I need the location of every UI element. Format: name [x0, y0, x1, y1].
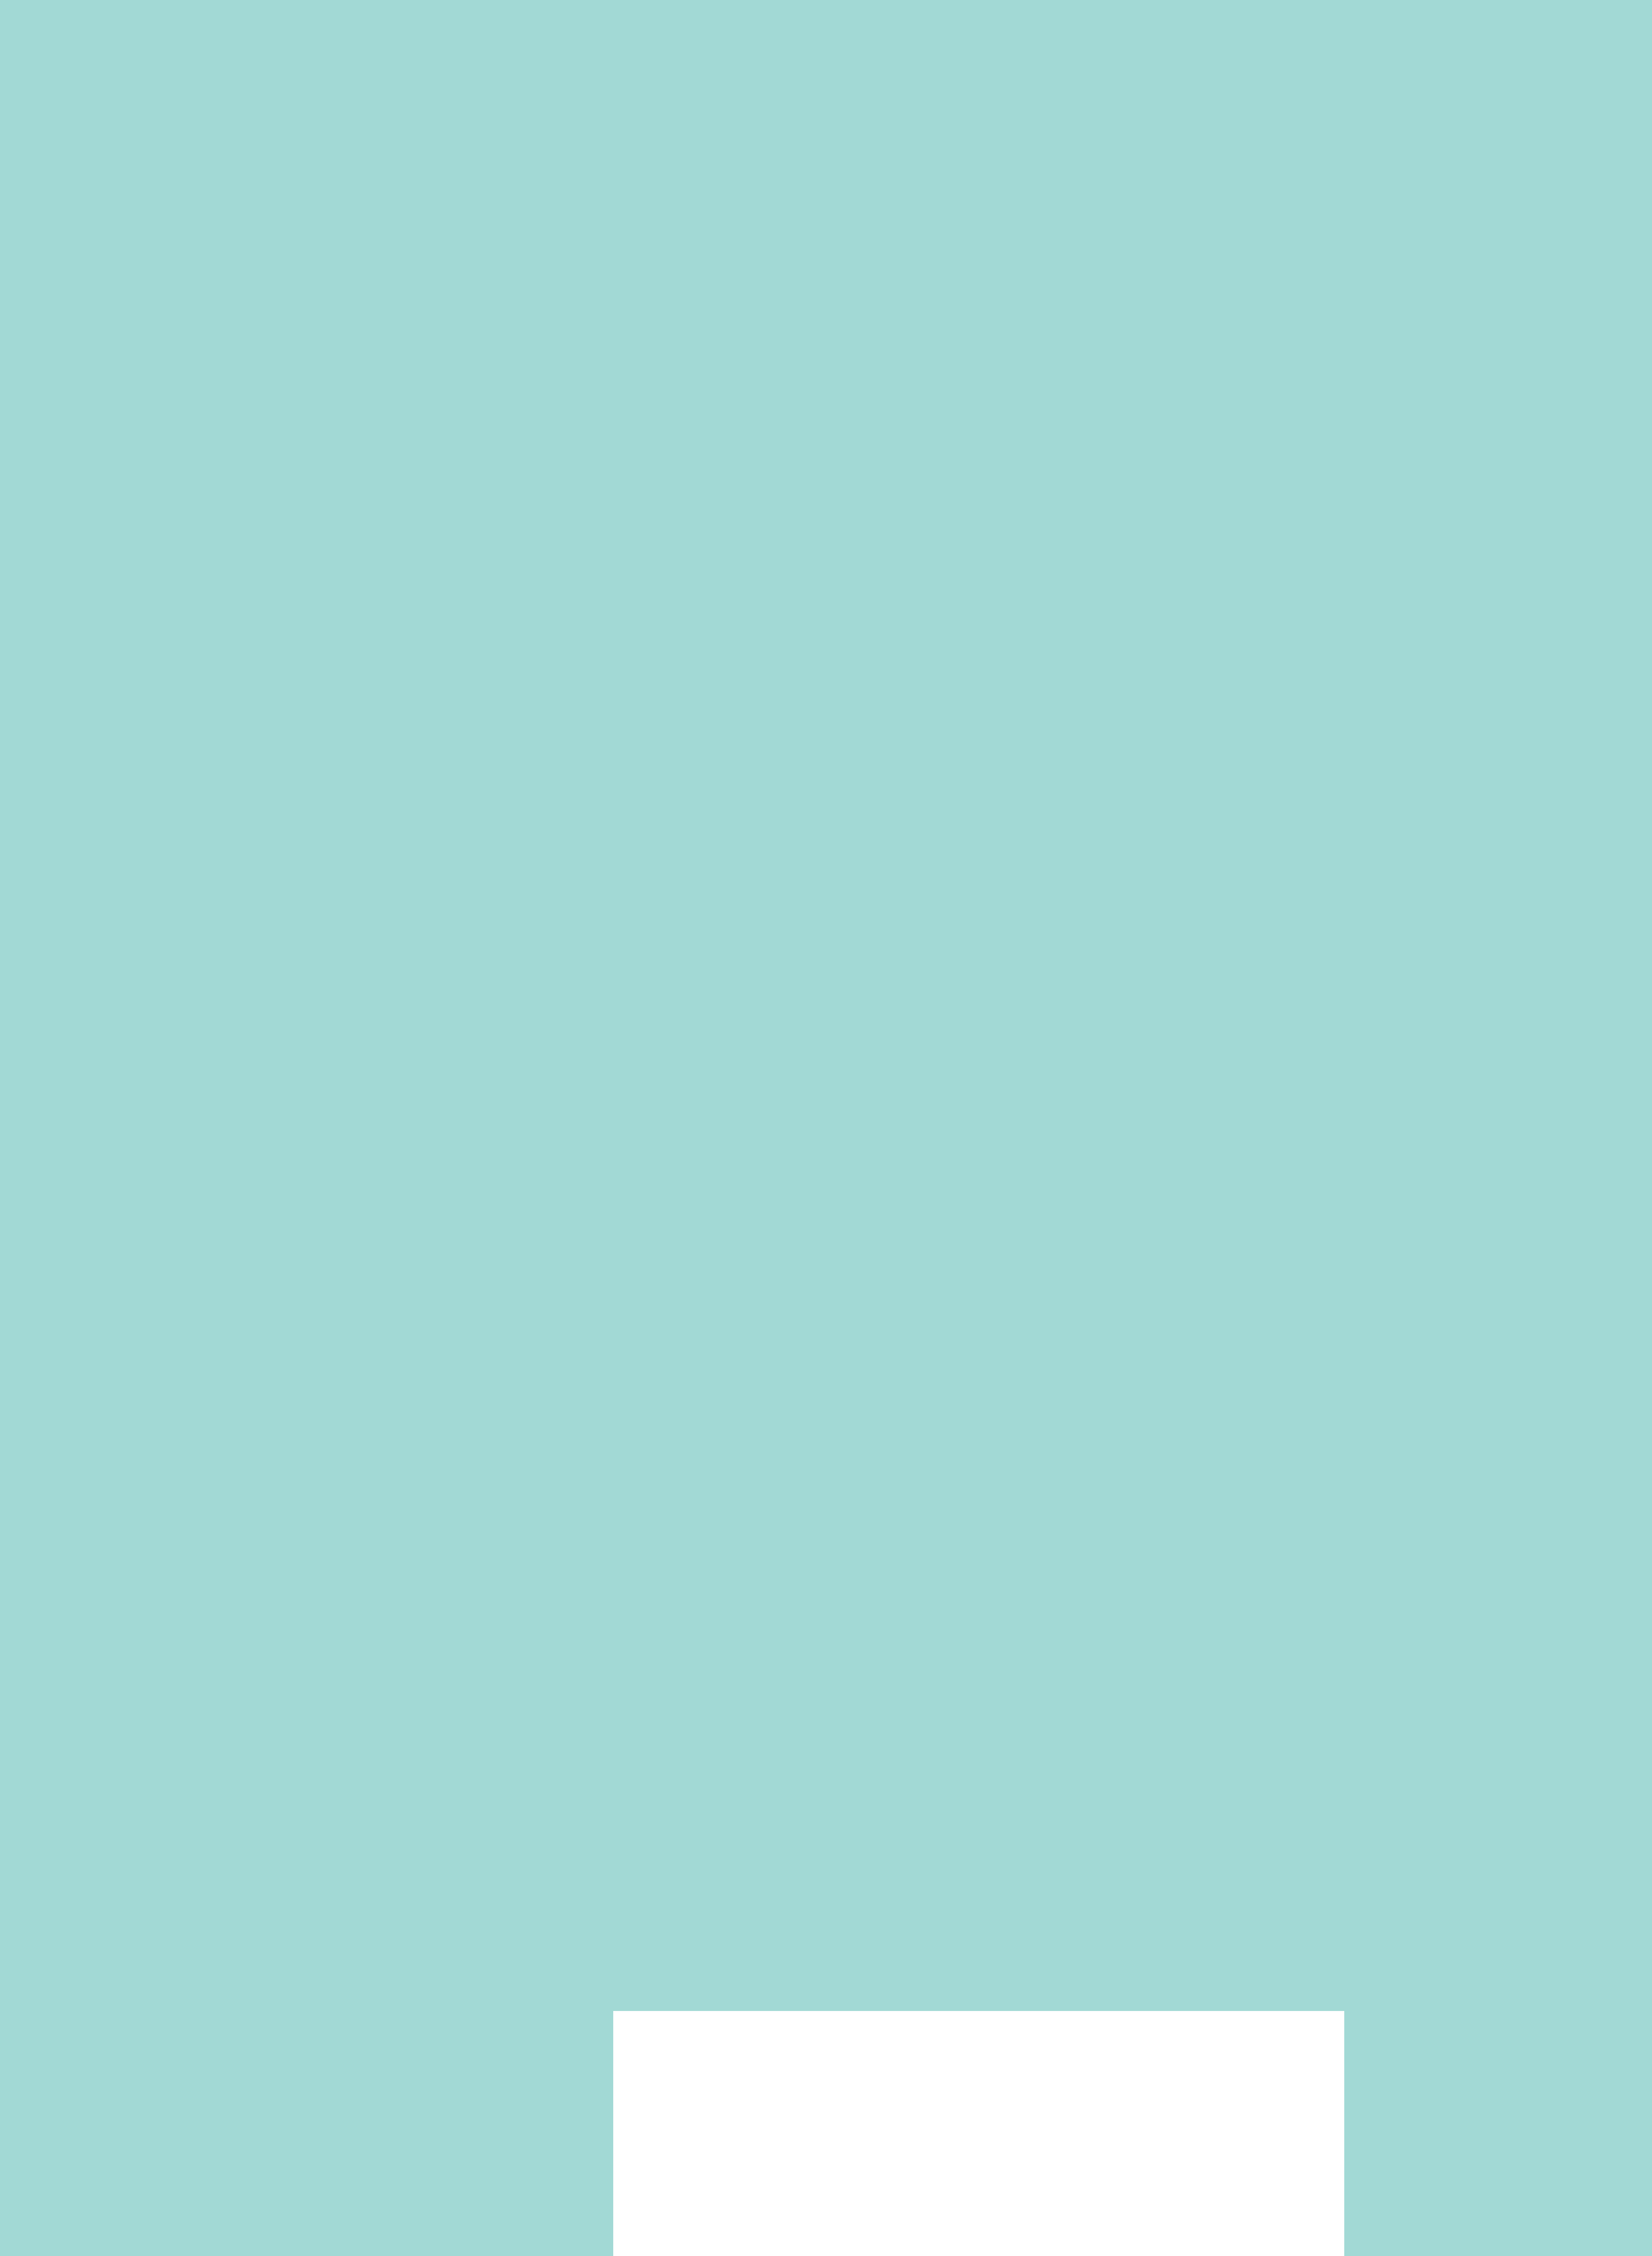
top-dot-pattern-icon — [0, 0, 451, 361]
barcode-bars-icon — [613, 2011, 1344, 2256]
isbn-barcode — [613, 2011, 1344, 2256]
bottom-dot-pattern-icon — [0, 2200, 496, 2256]
